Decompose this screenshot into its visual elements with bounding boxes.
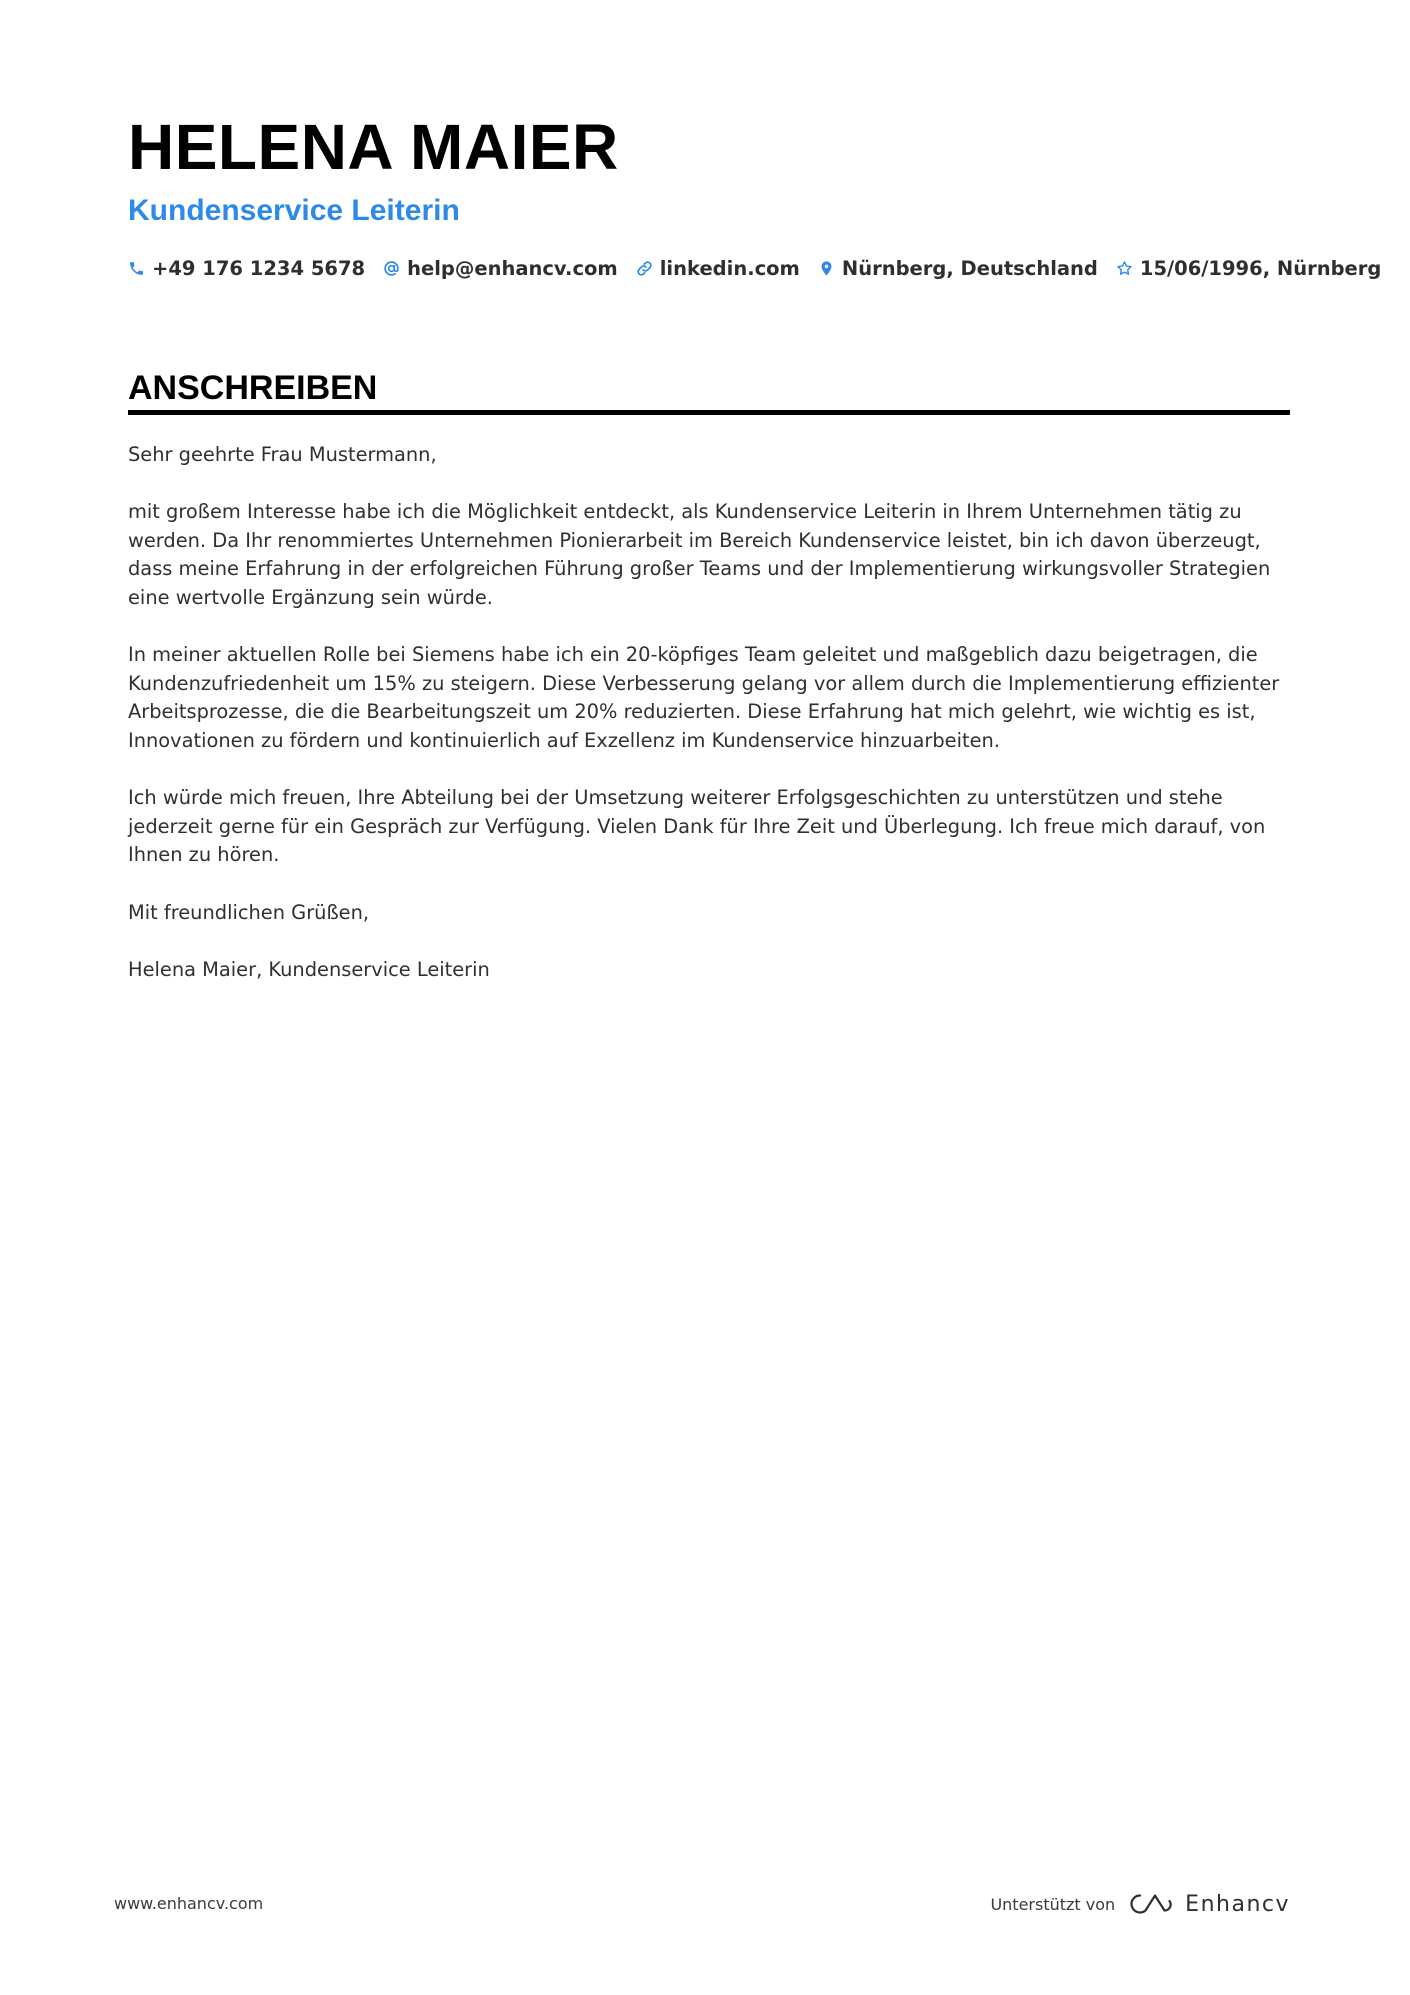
contact-linkedin-text: linkedin.com [659, 256, 800, 280]
footer-url[interactable]: www.enhancv.com [114, 1894, 264, 1913]
applicant-name: HELENA MAIER [128, 111, 619, 183]
contact-linkedin[interactable] [636, 257, 800, 280]
at-icon [383, 260, 400, 277]
brand-name: Enhancv [1185, 1891, 1290, 1917]
letter-closing: Mit freundlichen Grüßen, [128, 900, 370, 924]
contact-birth-text: 15/06/1996, Nürnberg [1139, 256, 1382, 280]
contact-phone-text: +49 176 1234 5678 [152, 256, 366, 280]
contact-birth [1116, 257, 1381, 280]
contact-row [128, 253, 1399, 283]
phone-icon [128, 260, 145, 277]
letter-body [128, 441, 1293, 1013]
letter-signature: Helena Maier, Kundenservice Leiterin [128, 957, 490, 981]
star-icon [1116, 260, 1133, 277]
letter-paragraph-2: In meiner aktuellen Rolle bei Siemens habe ich ein 20-köpfiges Team geleitet und maßgeblich dazu beigetragen, die Kundenzufriedenheit um 15% zu steigern. Diese Verbesserung gelang vor allem durch die Implementierung effizienter Arbeitsprozesse, die die Bearbeitungszeit um 20% reduzierten. Diese Erfahrung hat mich gelehrt, wie wichtig es ist, Innovationen zu fördern und kontinuierlich auf Exzellenz im Kundenservice hinzuarbeiten. [128, 643, 1280, 752]
location-pin-icon [818, 260, 835, 277]
contact-location [818, 257, 1098, 280]
contact-location-text: Nürnberg, Deutschland [841, 256, 1098, 280]
contact-phone [128, 257, 365, 280]
letter-paragraph-3: Ich würde mich freuen, Ihre Abteilung bei der Umsetzung weiterer Erfolgsgeschichten zu unterstützen und stehe jederzeit gerne für ein Gespräch zur Verfügung. Vielen Dank für Ihre Zeit und Überlegung. Ich freue mich darauf, von Ihnen zu hören. [128, 786, 1266, 867]
powered-by-label: Unterstützt von [990, 1894, 1116, 1914]
section-divider [128, 410, 1290, 415]
footer-brand [990, 1884, 1290, 1924]
section-title: ANSCHREIBEN [128, 369, 378, 407]
letter-paragraph-1: mit großem Interesse habe ich die Möglichkeit entdeckt, als Kundenservice Leiterin in Ihrem Unternehmen tätig zu werden. Da Ihr renommiertes Unternehmen Pionierarbeit im Bereich Kundenservice leistet, bin ich davon überzeugt, dass meine Erfahrung in der erfolgreichen Führung großer Teams und der Implementierung wirkungsvoller Strategien eine wertvolle Ergänzung sein würde. [128, 500, 1271, 609]
contact-email-text: help@enhancv.com [407, 256, 618, 280]
job-title: Kundenservice Leiterin [128, 194, 460, 227]
contact-email[interactable] [383, 257, 618, 280]
enhancv-logo-icon [1127, 1891, 1173, 1917]
link-icon [636, 260, 653, 277]
letter-salutation: Sehr geehrte Frau Mustermann, [128, 443, 437, 466]
